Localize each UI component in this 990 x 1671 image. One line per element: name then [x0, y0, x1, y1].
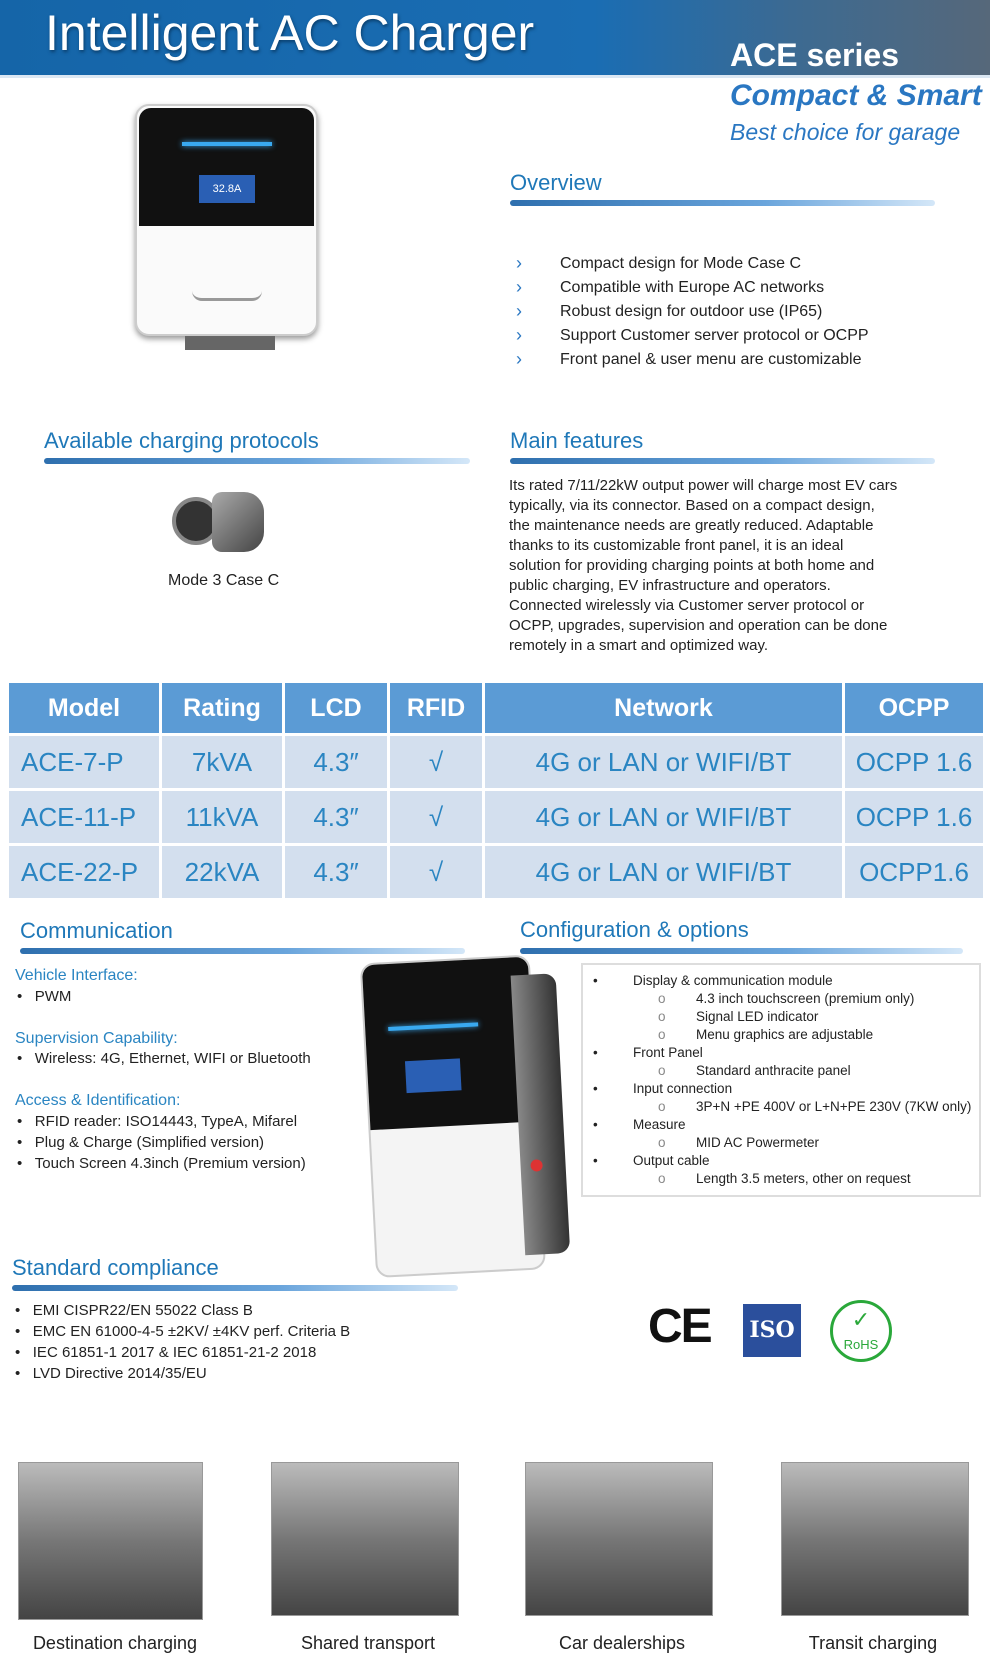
group-label: Vehicle Interface: [15, 967, 138, 984]
compliance-heading: Standard compliance [12, 1255, 219, 1280]
iso-logo: ISO [743, 1304, 801, 1357]
list-item: • Touch Screen 4.3inch (Premium version) [17, 1155, 306, 1172]
table-cell: √ [390, 736, 482, 788]
car-dealership-photo [525, 1462, 713, 1616]
chevron-right-icon: › [516, 253, 522, 273]
photo-caption: Transit charging [808, 1633, 938, 1653]
table-cell: ACE-11-P [9, 791, 159, 843]
table-cell: 22kVA [162, 846, 282, 898]
brand-logo [192, 281, 262, 301]
tagline: Compact & Smart [730, 79, 982, 112]
table-header-row [9, 683, 983, 733]
table-row [9, 791, 983, 843]
connector-label: Mode 3 Case C [168, 572, 280, 589]
overview-list [516, 252, 936, 372]
col-header: RFID [390, 683, 482, 733]
chevron-right-icon: › [516, 349, 522, 369]
table-cell: OCPP1.6 [845, 846, 983, 898]
rohs-label: RoHS [843, 1337, 879, 1352]
features-paragraph: Its rated 7/11/22kW output power will charge most EV cars typically, via its connector. Based on a compact design, the maintenance needs are greatly reduced. Adaptable thanks to its customizable front panel, it is an ideal solution for providing charging points at both home and public charging, EV infrastructure and operators. Connected wirelessly via Customer server protocol or OCPP, upgrades, supervision and operation can be done remotely in a smart and optimized way. [509, 477, 898, 654]
chevron-right-icon: › [516, 325, 522, 345]
transit-charging-photo [781, 1462, 969, 1616]
list-item: • Wireless: 4G, Ethernet, WIFI or Bluetooth [17, 1050, 311, 1067]
chevron-right-icon: › [516, 301, 522, 321]
col-header: Model [9, 683, 159, 733]
photo-caption: Shared transport [300, 1633, 436, 1653]
table-cell: 4G or LAN or WIFI/BT [485, 846, 842, 898]
device-screen: 32.8A [199, 175, 255, 203]
subtagline: Best choice for garage [730, 119, 961, 145]
rohs-logo [830, 1300, 892, 1362]
divider [12, 1285, 458, 1291]
list-item: Front panel & user menu are customizable [560, 351, 862, 368]
charger-side-image [360, 953, 576, 1283]
photo-caption: Car dealerships [558, 1633, 686, 1653]
table-cell: 4.3″ [285, 736, 387, 788]
divider [20, 948, 465, 954]
table-cell: 4.3″ [285, 791, 387, 843]
group-label: Supervision Capability: [15, 1030, 178, 1047]
table-cell: 7kVA [162, 736, 282, 788]
table-cell: 11kVA [162, 791, 282, 843]
divider [520, 948, 963, 954]
config-heading: Configuration & options [520, 917, 749, 942]
table-cell: 4.3″ [285, 846, 387, 898]
table-cell: OCPP 1.6 [845, 791, 983, 843]
list-item: • RFID reader: ISO14443, TypeA, Mifarel [17, 1113, 298, 1130]
shared-transport-photo [271, 1462, 459, 1616]
table-row [9, 846, 983, 898]
list-item: • PWM [17, 988, 72, 1005]
photo-caption: Destination charging [32, 1633, 198, 1653]
table-cell: ACE-7-P [9, 736, 159, 788]
ce-logo: CE [648, 1300, 711, 1353]
col-header: OCPP [845, 683, 983, 733]
protocols-heading: Available charging protocols [44, 428, 319, 453]
col-header: Network [485, 683, 842, 733]
page-title: Intelligent AC Charger [45, 5, 535, 61]
table-cell: 4G or LAN or WIFI/BT [485, 736, 842, 788]
list-item: Robust design for outdoor use (IP65) [560, 303, 823, 320]
series-label: ACE series [730, 37, 899, 73]
group-label: Access & Identification: [15, 1092, 181, 1109]
col-header: LCD [285, 683, 387, 733]
list-item: Compact design for Mode Case C [560, 255, 801, 272]
features-heading: Main features [510, 428, 644, 453]
destination-charging-photo [18, 1462, 203, 1620]
overview-heading: Overview [510, 170, 602, 195]
table-cell: √ [390, 791, 482, 843]
table-row [9, 736, 983, 788]
table-cell: ACE-22-P [9, 846, 159, 898]
table-cell: OCPP 1.6 [845, 736, 983, 788]
table-cell: √ [390, 846, 482, 898]
list-item: • EMC EN 61000-4-5 ±2KV/ ±4KV perf. Criteria B [15, 1323, 351, 1340]
divider [510, 458, 935, 464]
table-cell: 4G or LAN or WIFI/BT [485, 791, 842, 843]
communication-heading: Communication [20, 918, 173, 943]
list-item: • IEC 61851-1 2017 & IEC 61851-21-2 2018 [15, 1344, 317, 1361]
list-item: Compatible with Europe AC networks [560, 279, 825, 296]
list-item: • EMI CISPR22/EN 55022 Class B [15, 1302, 253, 1319]
list-item: • LVD Directive 2014/35/EU [15, 1365, 207, 1382]
charger-product-image [135, 104, 318, 336]
col-header: Rating [162, 683, 282, 733]
divider [44, 458, 470, 464]
chevron-right-icon: › [516, 277, 522, 297]
divider [510, 200, 935, 206]
check-icon: ✓ [851, 1307, 871, 1332]
config-box: • Display & communication module o 4.3 inch touchscreen (premium only) o Signal LED indicator o Menu graphics are adjustable • Front Panel o Standard anthracite panel • Input connection o 3P+N +PE 400V or L+N+PE 230V (7KW only) • Measure o MID AC Powermeter • Output cable o Length 3.5 meters, other on request [581, 963, 981, 1197]
connector-image [172, 492, 267, 554]
list-item: Support Customer server protocol or OCPP [560, 327, 869, 344]
list-item: • Plug & Charge (Simplified version) [17, 1134, 265, 1151]
model-table [6, 680, 986, 901]
